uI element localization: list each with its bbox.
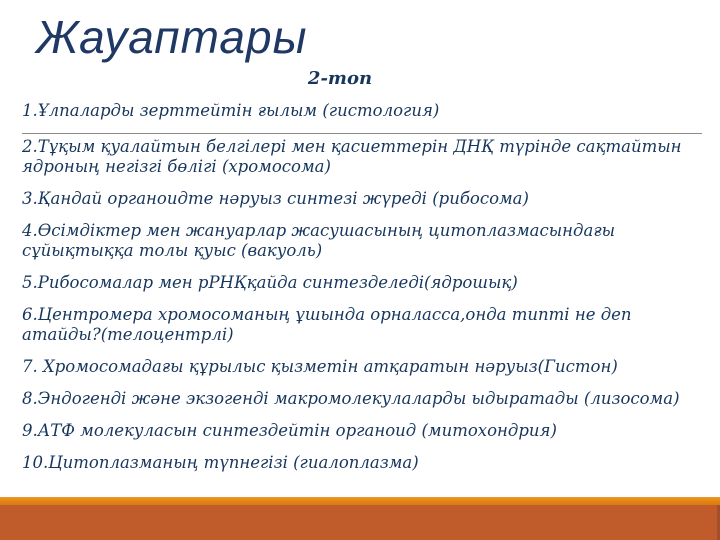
footer-decoration (0, 497, 720, 540)
answer-item-2: 2.Тұқым қуалайтын белгілері мен қасиеттерін ДНҚ түрінде сақтайтын ядроның негізгі бөлігі (хромосома) (22, 137, 682, 176)
answer-item-5: 5.Рибосомалар мен рРНҚқайда синтезделеді(ядрошық) (22, 273, 518, 292)
footer-band (0, 505, 720, 540)
answer-item-1: 1.Ұлпаларды зерттейтін ғылым (гистология) (22, 101, 440, 120)
answer-item-9: 9.АТФ молекуласын синтездейтін органоид (митохондрия) (22, 421, 557, 440)
divider-line (22, 133, 702, 134)
page-title: Жауаптары (36, 11, 308, 63)
answer-item-8: 8.Эндогенді және экзогенді макромолекулаларды ыдыратады (лизосома) (22, 389, 680, 408)
answer-item-6: 6.Центромера хромосоманың ұшында орналасса,онда типті не деп атайды?(телоцентрлі) (22, 305, 632, 344)
answer-item-10: 10.Цитоплазманың түпнегізі (гиалоплазма) (22, 453, 419, 472)
answer-item-7: 7. Хромосомадағы құрылыс қызметін атқаратын нәруыз(Гистон) (22, 357, 618, 376)
group-subtitle: 2-топ (307, 68, 373, 89)
answers-list (22, 101, 706, 485)
answer-item-3: 3.Қандай органоидте нәруыз синтезі жүреді (рибосома) (22, 189, 529, 208)
answer-item-4: 4.Өсімдіктер мен жануарлар жасушасының цитоплазмасындағы сұйықтыққа толы қуыс (вакуоль) (22, 221, 616, 260)
footer-accent-stripe (0, 497, 720, 505)
